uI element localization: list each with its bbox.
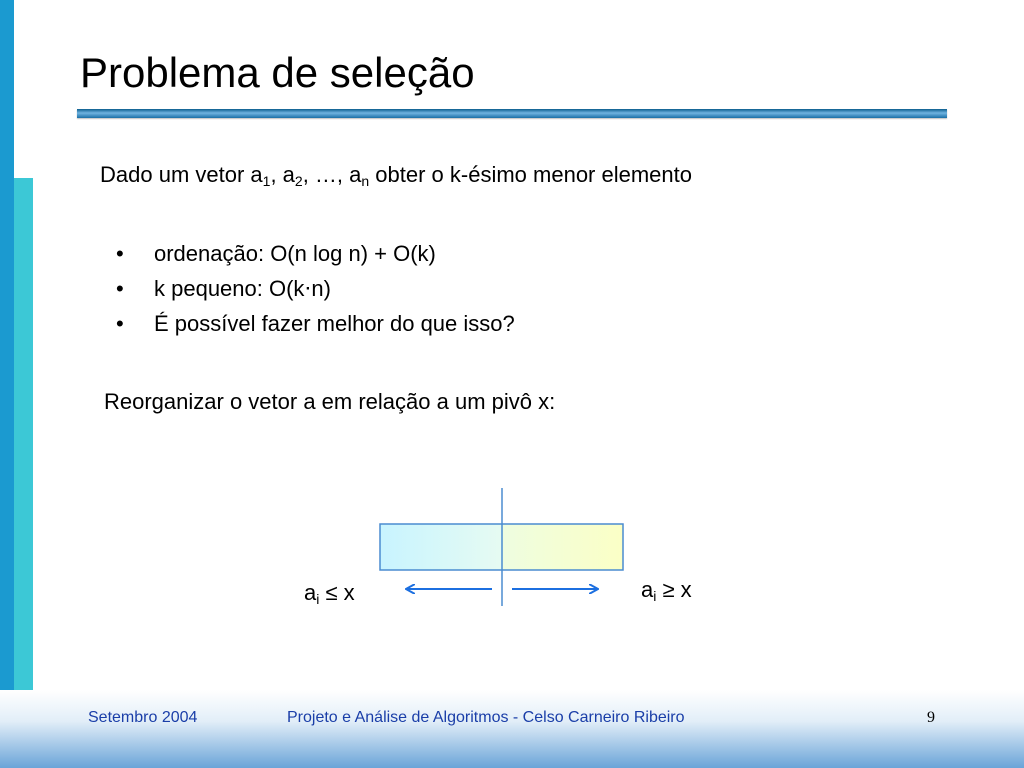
intro-sep-2: , …, a — [302, 162, 362, 187]
intro-sub-1: 1 — [262, 173, 271, 189]
bullet-text: ordenação: O(n log n) + O(k) — [154, 241, 436, 266]
intro-sep-1: , a — [270, 162, 295, 187]
intro-suffix: obter o k-ésimo menor elemento — [369, 162, 693, 187]
left-partition-label — [304, 582, 355, 606]
page-number: 9 — [927, 709, 935, 726]
footer-date: Setembro 2004 — [88, 709, 198, 726]
reorganize-text: Reorganizar o vetor a em relação a um pivô x: — [104, 389, 556, 414]
bullet-text: É possível fazer melhor do que isso? — [154, 311, 515, 336]
vector-left-part — [380, 524, 502, 570]
label-base: a — [304, 580, 317, 605]
label-sub: i — [653, 588, 657, 604]
right-partition-label — [641, 579, 692, 603]
bullet-icon: • — [116, 276, 124, 301]
footer-course: Projeto e Análise de Algoritmos - Celso Carneiro Ribeiro — [287, 709, 685, 726]
label-sub: i — [316, 591, 320, 607]
intro-prefix: Dado um vetor a — [100, 162, 263, 187]
bullet-icon: • — [116, 241, 124, 266]
intro-sub-2: 2 — [294, 173, 303, 189]
bullet-text: k pequeno: O(k⋅n) — [154, 276, 331, 301]
vector-right-part — [502, 524, 623, 570]
intro-sub-n: n — [361, 173, 370, 189]
label-relation: ≥ x — [656, 577, 692, 602]
label-relation: ≤ x — [319, 580, 355, 605]
slide-title: Problema de seleção — [80, 49, 475, 96]
bullet-icon: • — [116, 311, 124, 336]
label-base: a — [641, 577, 654, 602]
